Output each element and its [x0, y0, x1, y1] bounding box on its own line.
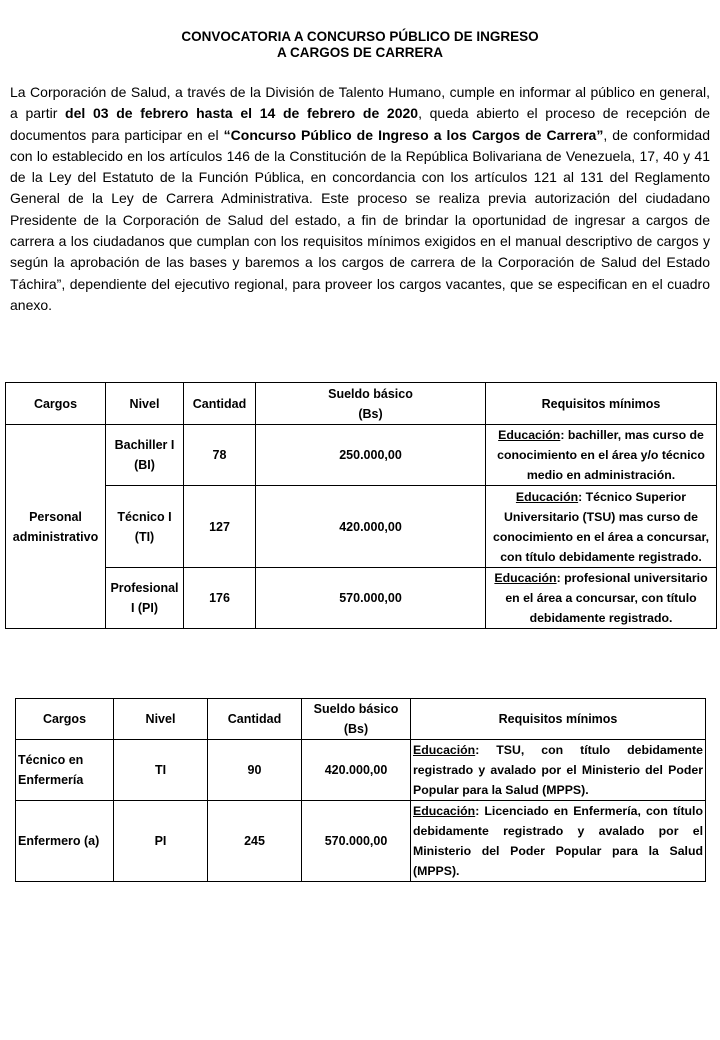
- row-nivel: Técnico I (TI): [106, 486, 184, 568]
- intro-paragraph: [10, 82, 710, 316]
- header-sueldo: Sueldo básico (Bs): [256, 383, 486, 425]
- row-requisitos: [411, 801, 706, 882]
- row-sueldo: 570.000,00: [302, 801, 411, 882]
- table-row: [6, 425, 717, 486]
- header-sueldo: Sueldo básico (Bs): [302, 699, 411, 740]
- req-label: Educación: [494, 571, 557, 585]
- req-label: Educación: [413, 743, 476, 757]
- header-nivel: Nivel: [106, 383, 184, 425]
- intro-text-2: , queda abierto el proceso de recepción de documentos para participar en el: [10, 105, 710, 143]
- row-requisitos: [411, 740, 706, 801]
- req-text: : Técnico Superior Universitario (TSU) mas curso de conocimiento en el área a concursar, con título debidamente registrado.: [493, 489, 709, 564]
- header-cargos: Cargos: [16, 699, 114, 740]
- group-personal-administrativo: Personal administrativo: [6, 425, 106, 629]
- row-cantidad: 90: [208, 740, 302, 801]
- row-cantidad: 176: [184, 568, 256, 629]
- row-requisitos: [486, 568, 717, 629]
- req-text: : bachiller, mas curso de conocimiento en el área y/o técnico medio en administración.: [497, 428, 705, 482]
- intro-text-1: La Corporación de Salud, a través de la División de Talento Humano, cumple en informar al público en general, a partir: [10, 84, 710, 122]
- req-text: : TSU, con título debidamente registrado y avalado por el Ministerio del Poder Popular para la Salud (MPPS).: [413, 743, 703, 797]
- row-cantidad: 245: [208, 801, 302, 882]
- row-sueldo: 570.000,00: [256, 568, 486, 629]
- table-row: [6, 568, 717, 629]
- row-nivel: Profesional I (PI): [106, 568, 184, 629]
- table-row: [16, 801, 706, 882]
- row-requisitos: [486, 425, 717, 486]
- intro-contest-name: “Concurso Público de Ingreso a los Cargos de Carrera”: [223, 126, 604, 143]
- vacancies-table-nursing: [15, 698, 706, 882]
- vacancies-table-administrative: [5, 382, 717, 629]
- req-label: Educación: [515, 489, 579, 504]
- row-cantidad: 78: [184, 425, 256, 486]
- header-requisitos: Requisitos mínimos: [486, 383, 717, 425]
- document-title: [0, 29, 720, 61]
- row-cantidad: 127: [184, 486, 256, 568]
- header-cargos: Cargos: [6, 383, 106, 425]
- row-nivel: PI: [114, 801, 208, 882]
- row-cargo: Técnico en Enfermería: [16, 740, 114, 801]
- intro-text-3: , de conformidad con lo establecido en los artículos 146 de la Constitución de la República Bolivariana de Venezuela, 17, 40 y 41 de la Ley del Estatuto de la Función Pública, en concordancia con los artículos 121 al 131 del Reglamento General de la Ley de Carrera Administrativa. Este proceso se realiza previa autorización del ciudadano Presidente de la Corporación de Salud del estado, a fin de brindar la oportunidad de ingresar a cargos de carrera a los ciudadanos que cumplan con los requisitos mínimos exigidos en el manual descriptivo de cargos y según la aprobación de las bases y baremos a los cargos de carrera de la Corporación de Salud del Estado Táchira”, dependiente del ejecutivo regional, para proveer los cargos vacantes, que se especifican en el cuadro anexo.: [10, 126, 710, 313]
- req-text: : Licenciado en Enfermería, con título debidamente registrado y avalado por el Ministerio del Poder Popular para la Salud (MPPS).: [413, 804, 703, 878]
- row-cargo: Enfermero (a): [16, 801, 114, 882]
- header-cantidad: Cantidad: [184, 383, 256, 425]
- table-header-row: [16, 699, 706, 740]
- row-sueldo: 420.000,00: [256, 486, 486, 568]
- table-row: [6, 486, 717, 568]
- req-text: : profesional universitario en el área a concursar, con título debidamente registrado.: [505, 571, 708, 625]
- row-requisitos: [486, 486, 717, 568]
- title-line-2: A CARGOS DE CARRERA: [276, 45, 443, 60]
- header-cantidad: Cantidad: [208, 699, 302, 740]
- row-nivel: Bachiller I (BI): [106, 425, 184, 486]
- table-header-row: [6, 383, 717, 425]
- title-line-1: CONVOCATORIA A CONCURSO PÚBLICO DE INGRESO: [181, 29, 539, 44]
- req-label: Educación: [498, 428, 561, 442]
- row-sueldo: 420.000,00: [302, 740, 411, 801]
- header-nivel: Nivel: [114, 699, 208, 740]
- req-label: Educación: [413, 804, 476, 818]
- intro-dates: del 03 de febrero hasta el 14 de febrero de 2020: [65, 105, 419, 122]
- table-row: [16, 740, 706, 801]
- row-nivel: TI: [114, 740, 208, 801]
- row-sueldo: 250.000,00: [256, 425, 486, 486]
- header-requisitos: Requisitos mínimos: [411, 699, 706, 740]
